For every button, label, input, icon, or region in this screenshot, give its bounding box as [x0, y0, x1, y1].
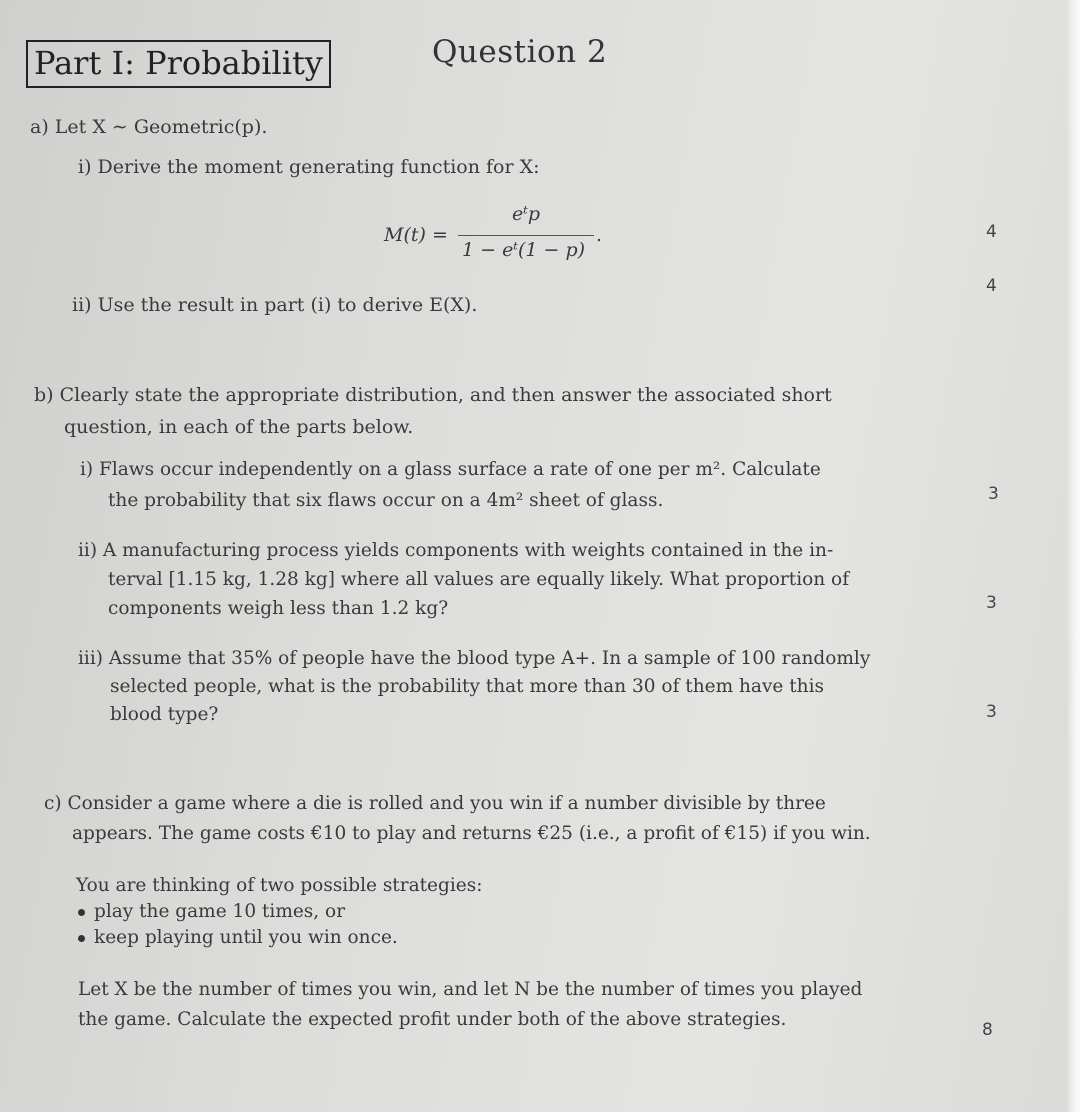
- strategy-bullet-1: play the game 10 times, or: [78, 898, 345, 925]
- mgf-denominator: 1 − eᵗ(1 − p): [462, 239, 586, 261]
- part-a-ii-text: ii) Use the result in part (i) to derive E(X).: [72, 294, 478, 316]
- part-a-i-text: i) Derive the moment generating function for X:: [78, 156, 540, 178]
- strategies-intro: You are thinking of two possible strategies:: [76, 875, 483, 896]
- mark-c: 8: [982, 1020, 993, 1040]
- part-c-final-line1: Let X be the number of times you win, and let N be the number of times you played: [78, 979, 863, 1000]
- strategy-bullet-2: keep playing until you win once.: [78, 924, 398, 951]
- mgf-lhs: M(t) =: [384, 224, 448, 246]
- part-b-ii-line3: components weigh less than 1.2 kg?: [108, 598, 449, 619]
- mgf-period: .: [596, 224, 603, 246]
- mgf-numerator: eᵗp: [512, 203, 541, 225]
- part-title: Part I: Probability: [26, 40, 331, 88]
- part-a-intro: a) Let X ∼ Geometric(p).: [30, 116, 268, 138]
- part-b-intro-line1: b) Clearly state the appropriate distribution, and then answer the associated short: [34, 384, 832, 406]
- mgf-fraction-bar: [458, 235, 594, 236]
- part-b-ii-line1: ii) A manufacturing process yields components with weights contained in the in-: [78, 540, 834, 561]
- part-b-intro-line2: question, in each of the parts below.: [64, 416, 414, 438]
- part-b-iii-line2: selected people, what is the probability that more than 30 of them have this: [110, 676, 825, 697]
- mark-b-ii: 3: [986, 593, 997, 613]
- mark-b-iii: 3: [986, 702, 997, 722]
- part-c-final-line2: the game. Calculate the expected profit under both of the above strategies.: [78, 1009, 787, 1030]
- part-b-i-line2: the probability that six flaws occur on a 4m² sheet of glass.: [108, 490, 664, 511]
- question-title: Question 2: [432, 34, 608, 70]
- mark-a-ii: 4: [986, 276, 997, 296]
- part-b-i-line1: i) Flaws occur independently on a glass surface a rate of one per m². Calculate: [80, 459, 821, 480]
- mark-a-i: 4: [986, 222, 997, 242]
- part-b-ii-line2: terval [1.15 kg, 1.28 kg] where all values are equally likely. What proportion of: [108, 569, 850, 590]
- part-c-line1: c) Consider a game where a die is rolled and you win if a number divisible by three: [44, 793, 826, 814]
- part-b-iii-line1: iii) Assume that 35% of people have the blood type A+. In a sample of 100 randomly: [78, 648, 871, 669]
- page-edge-highlight: [1066, 0, 1080, 1112]
- part-b-iii-line3: blood type?: [110, 704, 219, 725]
- part-c-line2: appears. The game costs €10 to play and returns €25 (i.e., a profit of €15) if you win.: [72, 823, 871, 844]
- mark-b-i: 3: [988, 484, 999, 504]
